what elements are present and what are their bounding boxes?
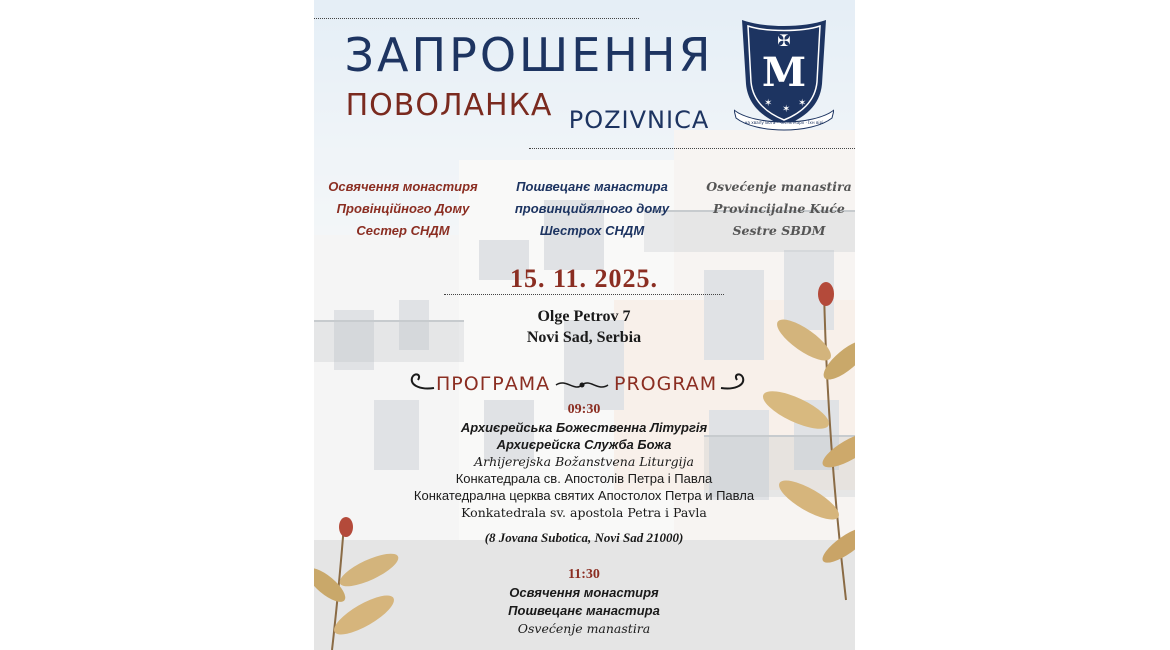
event-1: [374, 401, 794, 546]
column-ukrainian: Освячення монастиря Провінційного Дому Сестер СНДМ: [328, 179, 478, 238]
event-1-line: Архиєрейська Божественна Літургія: [460, 420, 708, 435]
emblem-letter: M: [761, 49, 807, 96]
title-sub-right: POZIVNICA: [568, 106, 710, 134]
event-2-line: Osvećenje manastira: [517, 621, 651, 636]
event-1-line: Konkatedrala sv. apostola Petra i Pavla: [461, 505, 707, 520]
emblem-motto: на хвалу Бога · честь Марії · Їхн вірі: [744, 120, 824, 125]
svg-text:✶: ✶: [782, 104, 791, 115]
title-main: ЗАПРОШЕННЯ: [344, 28, 714, 82]
svg-text:✠: ✠: [777, 31, 791, 50]
event-1-line: Arhijerejska Božanstvena Liturgija: [474, 454, 694, 469]
svg-text:✶: ✶: [764, 98, 773, 109]
title-sub-left: ПОВОЛАНКА: [345, 88, 553, 123]
program-header: [404, 368, 749, 400]
invitation-poster: [314, 0, 855, 650]
event-1-line: Конкатедрала св. Апостолів Петра і Павла: [455, 471, 713, 486]
program-label-latin: PROGRAM: [614, 373, 718, 395]
event-2-line: Освячення монастиря: [509, 585, 659, 600]
column-rusyn: Пошвецанє манастира провинцийялного дому Шестрох СНДМ: [514, 179, 670, 238]
flourish-left-icon: [404, 368, 436, 398]
flourish-right-icon: [719, 368, 751, 398]
event-1-note: (8 Jovana Subotica, Novi Sad 21000): [484, 530, 684, 545]
flourish-center-icon: [554, 376, 610, 394]
event-1-line: Архиєрейска Служба Божа: [496, 437, 672, 452]
emblem-shield-icon: [734, 14, 834, 132]
column-serbian: Osvećenje manastira Provincijalne Kuće Sestre SBDM: [706, 179, 852, 238]
svg-text:✶: ✶: [798, 98, 807, 109]
event-2-time: 11:30: [568, 567, 600, 582]
event-2-line: Пошвецанє манастира: [508, 603, 660, 618]
top-divider: [314, 18, 639, 19]
program-label-cyrillic: ПРОГРАМА: [436, 373, 551, 395]
event-1-time: 09:30: [567, 402, 601, 417]
event-1-line: Конкатедрална церква святих Апостолох Петра и Павла: [413, 488, 755, 503]
event-2: [374, 566, 794, 638]
date-divider: [444, 294, 724, 295]
mid-divider: [529, 148, 855, 149]
event-address: Olge Petrov 7 Novi Sad, Serbia: [526, 308, 642, 346]
event-date: 15. 11. 2025.: [509, 264, 659, 293]
